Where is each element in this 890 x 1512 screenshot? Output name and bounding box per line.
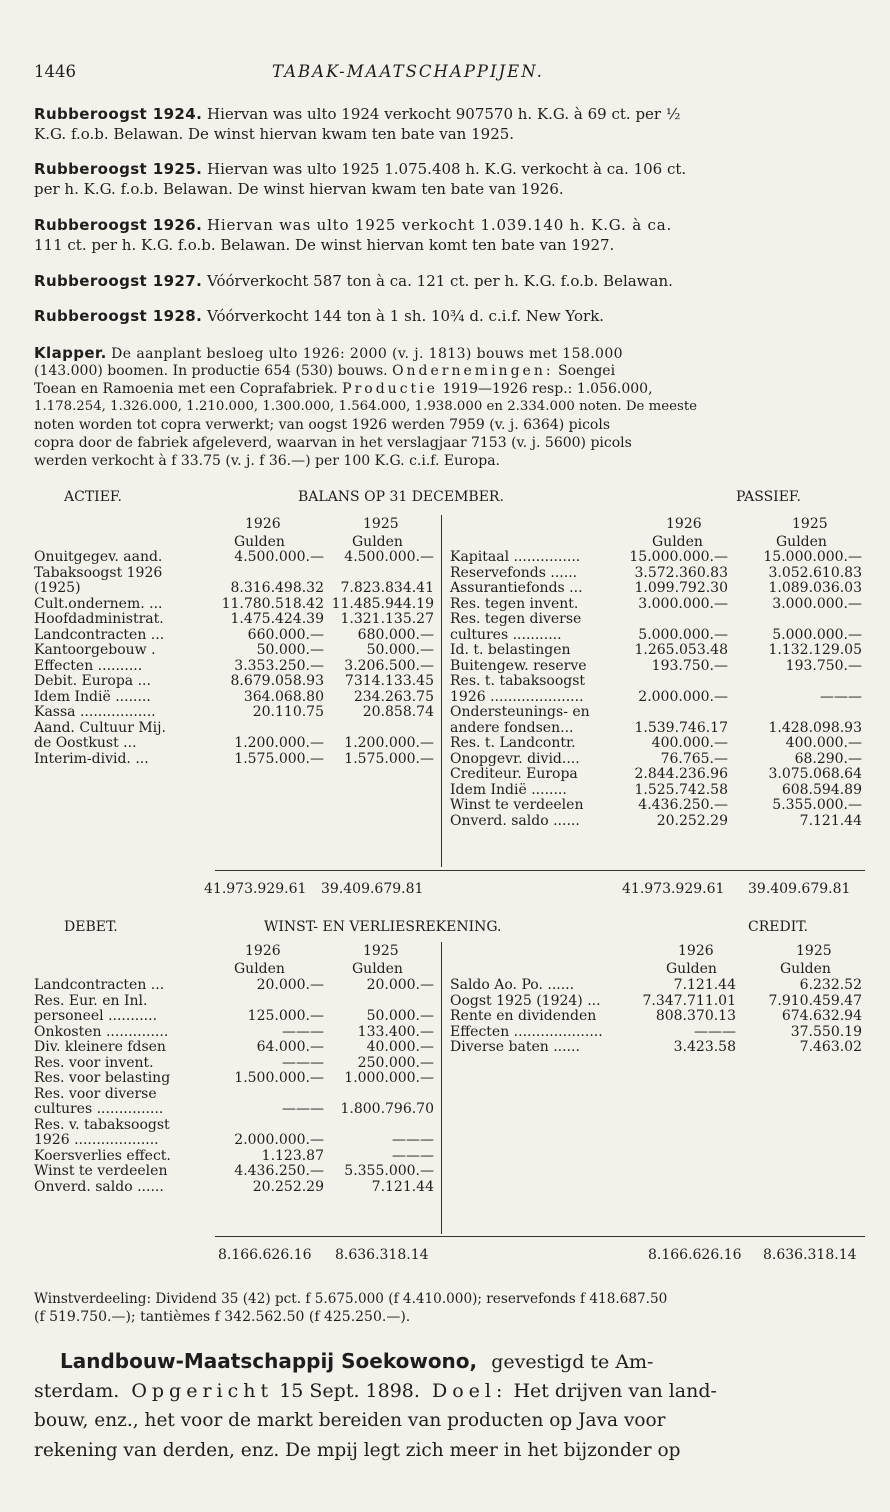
ledger-value-1926: 1.575.000.—: [234, 750, 324, 767]
ledger-label: Diverse baten ......: [450, 1039, 580, 1055]
ledger-value-1926: 1.539.746.17: [634, 719, 728, 736]
heading-rubber-1928: Rubberoogst 1928.: [34, 307, 203, 325]
pl-year-r1: 1926: [678, 943, 714, 959]
klapper-line6: copra door de fabriek afgeleverd, waarvan in het verslagjaar 7153 (v. j. 5600) picols: [34, 435, 632, 451]
ledger-value-1926: 1.500.000.—: [234, 1070, 324, 1086]
para-rubber-1927: [34, 272, 673, 291]
ledger-row: [450, 783, 862, 799]
ledger-value-1926: 125.000.—: [247, 1008, 324, 1024]
ledger-row: [34, 721, 434, 737]
ledger-row: [34, 1009, 434, 1025]
heading-rubber-1927: Rubberoogst 1927.: [34, 272, 203, 290]
ledger-label: Winst te verdeelen: [34, 1163, 168, 1179]
ledger-label: (1925): [34, 580, 81, 596]
ledger-value-1925: 674.632.94: [781, 1008, 862, 1024]
ledger-value-1926: 76.765.—: [660, 750, 728, 767]
ledger-value-1925: 5.000.000.—: [772, 626, 862, 643]
ledger-row: [34, 1149, 434, 1165]
ledger-row: [34, 1102, 434, 1118]
ledger-value-1925: ———: [392, 1147, 434, 1164]
ledger-value-1925: 7.121.44: [799, 812, 862, 829]
pl-total-l2: 8.636.318.14: [335, 1247, 429, 1263]
text: Vóórverkocht 587 ton à ca. 121 ct. per h. K.G. f.o.b. Belawan.: [206, 272, 673, 290]
ledger-value-1925: 7.121.44: [371, 1178, 434, 1195]
ledger-value-1926: 8.316.498.32: [230, 580, 324, 596]
bal-year-l1: 1926: [245, 516, 281, 532]
ledger-value-1925: 3.052.610.83: [768, 564, 862, 581]
ledger-row: [450, 752, 862, 768]
ledger-label: cultures ...............: [34, 1101, 164, 1117]
ledger-label: Rente en dividenden: [450, 1008, 597, 1024]
ledger-label: Effecten ....................: [450, 1023, 603, 1040]
balance-total-rule: [215, 870, 865, 871]
pl-total-rule: [215, 1236, 865, 1237]
ledger-value-1926: 7.121.44: [673, 977, 736, 993]
ledger-row: [450, 597, 862, 613]
ledger-label: de Oostkust ...: [34, 735, 137, 751]
ledger-label: Res. tegen diverse: [450, 611, 582, 627]
ledger-row: [450, 628, 862, 644]
running-title: TABAK-MAATSCHAPPIJEN.: [272, 62, 544, 81]
bal-unit-r1: Gulden: [652, 534, 703, 550]
soekowono-line1: [60, 1346, 653, 1377]
balance-left-heading: ACTIEF.: [64, 489, 122, 505]
para-rubber-1925-line2: per h. K.G. f.o.b. Belawan. De winst hiervan kwam ten bate van 1926.: [34, 180, 564, 198]
soekowono-line4: rekening van derden, enz. De mpij legt zich meer in het bijzonder op: [34, 1440, 681, 1461]
heading-rubber-1925: Rubberoogst 1925.: [34, 160, 203, 178]
ledger-value-1925: 608.594.89: [781, 781, 862, 798]
klapper-line5: noten worden tot copra verwerkt; van oogst 1926 werden 7959 (v. j. 6364) picols: [34, 417, 611, 433]
ledger-row: [34, 1180, 434, 1196]
ledger-value-1926: 1.123.87: [261, 1147, 324, 1164]
pl-year-l1: 1926: [245, 943, 281, 959]
ledger-label: personeel ...........: [34, 1008, 158, 1024]
pl-divider: [441, 942, 442, 1234]
ledger-value-1926: ———: [694, 1023, 736, 1040]
para-rubber-1924-line2: K.G. f.o.b. Belawan. De winst hiervan kwam ten bate van 1925.: [34, 125, 515, 143]
ledger-value-1926: ———: [282, 1101, 324, 1117]
ledger-value-1926: 7.347.711.01: [642, 992, 736, 1009]
ledger-label: 1926 .....................: [450, 688, 584, 705]
bal-total-l1: 41.973.929.61: [204, 881, 307, 897]
ledger-value-1925: 3.000.000.—: [772, 595, 862, 612]
ledger-value-1925: 680.000.—: [357, 626, 434, 643]
ledger-row: [450, 566, 862, 582]
pl-unit-l2: Gulden: [352, 961, 403, 977]
ledger-value-1926: 20.000.—: [256, 977, 324, 993]
ledger-value-1926: 1.200.000.—: [234, 735, 324, 751]
ledger-value-1926: 50.000.—: [256, 642, 324, 658]
ledger-row: [450, 674, 862, 690]
pl-debet-table: [34, 978, 434, 1195]
ledger-label: cultures ...........: [450, 626, 562, 643]
winstverdeeling-line2: (f 519.750.—); tantièmes f 342.562.50 (f 425.250.—).: [34, 1309, 411, 1325]
ledger-label: Debit. Europa ...: [34, 673, 151, 689]
pl-year-l2: 1925: [363, 943, 399, 959]
ledger-row: [34, 566, 434, 582]
ledger-value-1926: 2.000.000.—: [638, 688, 728, 705]
ledger-label: Idem Indië ........: [450, 781, 567, 798]
ledger-label: Res. t. Landcontr.: [450, 735, 576, 751]
ledger-value-1925: 133.400.—: [357, 1023, 434, 1040]
bal-total-l2: 39.409.679.81: [321, 881, 424, 897]
ledger-value-1925: 7.463.02: [799, 1039, 862, 1055]
ledger-label: Buitengew. reserve: [450, 657, 587, 674]
ledger-value-1925: 4.500.000.—: [344, 549, 434, 565]
ledger-value-1926: 20.252.29: [656, 812, 728, 829]
ledger-value-1925: 5.355.000.—: [344, 1163, 434, 1179]
ledger-value-1925: 193.750.—: [785, 657, 862, 674]
winstverdeeling-line1: Winstverdeeling: Dividend 35 (42) pct. f 5.675.000 (f 4.410.000); reservefonds f 418.687.50: [34, 1291, 668, 1307]
ledger-row: [450, 581, 862, 597]
ledger-row: [34, 1040, 434, 1056]
ledger-value-1926: 660.000.—: [247, 626, 324, 643]
para-rubber-1926-line1: [34, 216, 672, 235]
ledger-value-1925: 3.206.500.—: [344, 657, 434, 674]
ledger-value-1925: 50.000.—: [366, 1008, 434, 1024]
ledger-label: Oogst 1925 (1924) ...: [450, 992, 601, 1009]
ledger-label: Kantoorgebouw .: [34, 642, 156, 658]
ledger-row: [34, 994, 434, 1010]
pl-unit-r1: Gulden: [666, 961, 717, 977]
text-spaced: Productie: [342, 381, 438, 397]
ledger-value-1926: 2.000.000.—: [234, 1132, 324, 1148]
ledger-value-1925: 234.263.75: [353, 688, 434, 705]
ledger-value-1925: 7.823.834.41: [340, 580, 434, 596]
ledger-label: Reservefonds ......: [450, 564, 578, 581]
ledger-value-1926: 400.000.—: [651, 735, 728, 751]
ledger-label: Kapitaal ...............: [450, 549, 581, 565]
ledger-value-1925: 1.132.129.05: [768, 642, 862, 658]
ledger-label: Cult.ondernem. ...: [34, 595, 163, 612]
ledger-row: [450, 612, 862, 628]
text: (143.000) boomen. In productie 654 (530) bouws.: [34, 363, 388, 379]
ledger-label: Onverd. saldo ......: [34, 1178, 164, 1195]
balance-right-heading: PASSIEF.: [736, 489, 801, 505]
pl-total-l1: 8.166.626.16: [218, 1247, 312, 1263]
ledger-value-1926: 1.525.742.58: [634, 781, 728, 798]
ledger-label: Onopgevr. divid....: [450, 750, 580, 767]
ledger-value-1925: 15.000.000.—: [763, 549, 862, 565]
ledger-value-1926: 20.252.29: [252, 1178, 324, 1195]
klapper-line3: [34, 380, 653, 398]
ledger-value-1925: 3.075.068.64: [768, 766, 862, 782]
ledger-value-1925: 20.000.—: [366, 977, 434, 993]
ledger-row: [34, 643, 434, 659]
ledger-value-1926: 15.000.000.—: [629, 549, 728, 565]
soekowono-line2: [34, 1376, 717, 1406]
para-rubber-1926-line2: 111 ct. per h. K.G. f.o.b. Belawan. De winst hiervan komt ten bate van 1927.: [34, 236, 615, 254]
ledger-row: [450, 1040, 862, 1056]
ledger-value-1925: 40.000.—: [366, 1039, 434, 1055]
para-rubber-1925-line1: [34, 160, 686, 179]
ledger-row: [34, 597, 434, 613]
company-name: Landbouw-Maatschappij Soekowono,: [60, 1349, 478, 1373]
ledger-row: [34, 659, 434, 675]
ledger-label: Winst te verdeelen: [450, 797, 584, 813]
ledger-value-1926: 5.000.000.—: [638, 626, 728, 643]
ledger-row: [450, 721, 862, 737]
ledger-value-1925: 20.858.74: [362, 704, 434, 720]
ledger-value-1925: 37.550.19: [790, 1023, 862, 1040]
ledger-label: Crediteur. Europa: [450, 766, 578, 782]
text: 15 Sept. 1898.: [279, 1380, 420, 1402]
ledger-label: Res. voor invent.: [34, 1054, 154, 1071]
ledger-row: [450, 978, 862, 994]
ledger-value-1925: 7.910.459.47: [768, 992, 862, 1009]
bal-total-r1: 41.973.929.61: [622, 881, 725, 897]
ledger-row: [34, 978, 434, 994]
ledger-row: [34, 1133, 434, 1149]
para-rubber-1924-line1: [34, 105, 680, 124]
ledger-label: 1926 ...................: [34, 1132, 159, 1148]
ledger-value-1926: 4.436.250.—: [234, 1163, 324, 1179]
ledger-label: Kassa .................: [34, 704, 156, 720]
ledger-row: [450, 1009, 862, 1025]
balance-title: BALANS OP 31 DECEMBER.: [298, 489, 504, 505]
ledger-value-1926: 3.423.58: [673, 1039, 736, 1055]
ledger-row: [34, 612, 434, 628]
ledger-label: Onuitgegev. aand.: [34, 549, 163, 565]
text-spaced: Ondernemingen:: [392, 363, 554, 379]
para-rubber-1928: [34, 307, 604, 326]
ledger-value-1925: 1.428.098.93: [768, 719, 862, 736]
ledger-label: Effecten ..........: [34, 657, 143, 674]
pl-unit-l1: Gulden: [234, 961, 285, 977]
ledger-row: [34, 628, 434, 644]
ledger-label: Aand. Cultuur Mij.: [34, 719, 166, 736]
ledger-row: [450, 1025, 862, 1041]
ledger-value-1926: 2.844.236.96: [634, 766, 728, 782]
balance-divider: [441, 515, 442, 867]
ledger-row: [34, 752, 434, 768]
ledger-row: [34, 705, 434, 721]
ledger-row: [34, 1056, 434, 1072]
ledger-value-1926: ———: [282, 1023, 324, 1040]
ledger-row: [34, 550, 434, 566]
pl-total-r1: 8.166.626.16: [648, 1247, 742, 1263]
heading-klapper: Klapper.: [34, 344, 107, 362]
ledger-label: Hoofdadministrat.: [34, 611, 164, 627]
bal-unit-l1: Gulden: [234, 534, 285, 550]
pl-right-heading: CREDIT.: [748, 919, 808, 935]
ledger-label: Res. Eur. en Inl.: [34, 992, 148, 1009]
ledger-value-1925: 1.200.000.—: [344, 735, 434, 751]
ledger-row: [450, 659, 862, 675]
text: Hiervan was ulto 1925 verkocht 1.039.140 h. K.G. à ca.: [206, 216, 673, 234]
ledger-value-1926: ———: [282, 1054, 324, 1071]
ledger-label: Onkosten ..............: [34, 1023, 169, 1040]
text: Toean en Ramoenia met een Coprafabriek.: [34, 381, 338, 397]
page-number: 1446: [34, 62, 76, 81]
ledger-label: Tabaksoogst 1926: [34, 564, 163, 581]
ledger-value-1926: 1.265.053.48: [634, 642, 728, 658]
ledger-label: Landcontracten ...: [34, 626, 165, 643]
ledger-row: [450, 690, 862, 706]
ledger-value-1925: ———: [392, 1132, 434, 1148]
ledger-value-1925: 1.800.796.70: [340, 1101, 434, 1117]
bal-year-r1: 1926: [666, 516, 702, 532]
text: Hiervan was ulto 1925 1.075.408 h. K.G. verkocht à ca. 106 ct.: [206, 160, 687, 178]
bal-total-r2: 39.409.679.81: [748, 881, 851, 897]
klapper-line1: [34, 344, 623, 363]
ledger-row: [450, 736, 862, 752]
ledger-value-1925: 7314.133.45: [344, 673, 434, 689]
soekowono-line3: bouw, enz., het voor de markt bereiden van producten op Java voor: [34, 1410, 666, 1431]
heading-rubber-1926: Rubberoogst 1926.: [34, 216, 203, 234]
bal-year-r2: 1925: [792, 516, 828, 532]
text-spaced: Opgericht: [131, 1380, 274, 1402]
bal-year-l2: 1925: [363, 516, 399, 532]
pl-credit-table: [450, 978, 862, 1056]
pl-year-r2: 1925: [796, 943, 832, 959]
ledger-value-1926: 364.068.80: [243, 688, 324, 705]
ledger-value-1926: 64.000.—: [256, 1039, 324, 1055]
text: sterdam.: [34, 1380, 120, 1402]
ledger-row: [34, 1071, 434, 1087]
ledger-row: [450, 705, 862, 721]
ledger-value-1926: 4.500.000.—: [234, 549, 324, 565]
ledger-row: [450, 814, 862, 830]
ledger-label: Interim-divid. ...: [34, 750, 149, 767]
balance-passief-table: [450, 550, 862, 829]
ledger-value-1925: 6.232.52: [799, 977, 862, 993]
ledger-value-1926: 3.000.000.—: [638, 595, 728, 612]
ledger-row: [34, 674, 434, 690]
ledger-value-1926: 3.572.360.83: [634, 564, 728, 581]
ledger-value-1926: 3.353.250.—: [234, 657, 324, 674]
ledger-value-1926: 1.099.792.30: [634, 580, 728, 596]
ledger-label: Assurantiefonds ...: [450, 580, 583, 596]
ledger-label: Koersverlies effect.: [34, 1147, 171, 1164]
ledger-label: Ondersteunings- en: [450, 704, 590, 720]
bal-unit-r2: Gulden: [776, 534, 827, 550]
ledger-row: [34, 1164, 434, 1180]
ledger-value-1925: 1.089.036.03: [768, 580, 862, 596]
ledger-value-1925: ———: [820, 688, 862, 705]
ledger-value-1925: 1.575.000.—: [344, 750, 434, 767]
ledger-row: [450, 643, 862, 659]
klapper-line4: 1.178.254, 1.326.000, 1.210.000, 1.300.000, 1.564.000, 1.938.000 en 2.334.000 noten. De meeste: [34, 399, 698, 414]
ledger-value-1926: 1.475.424.39: [230, 611, 324, 627]
text-spaced: Doel:: [431, 1380, 508, 1402]
ledger-row: [34, 690, 434, 706]
ledger-value-1926: 808.370.13: [655, 1008, 736, 1024]
bal-unit-l2: Gulden: [352, 534, 403, 550]
ledger-label: Id. t. belastingen: [450, 642, 571, 658]
klapper-line7: werden verkocht à f 33.75 (v. j. f 36.—) per 100 K.G. c.i.f. Europa.: [34, 453, 500, 469]
ledger-value-1926: 20.110.75: [252, 704, 324, 720]
ledger-label: Idem Indië ........: [34, 688, 151, 705]
ledger-label: Div. kleinere fdsen: [34, 1039, 166, 1055]
ledger-value-1925: 5.355.000.—: [772, 797, 862, 813]
pl-total-r2: 8.636.318.14: [763, 1247, 857, 1263]
ledger-label: andere fondsen...: [450, 719, 574, 736]
text: 1919—1926 resp.: 1.056.000,: [442, 381, 653, 397]
ledger-row: [450, 994, 862, 1010]
ledger-label: Onverd. saldo ......: [450, 812, 580, 829]
pl-unit-r2: Gulden: [780, 961, 831, 977]
ledger-value-1926: 4.436.250.—: [638, 797, 728, 813]
ledger-label: Res. voor diverse: [34, 1085, 157, 1102]
ledger-value-1926: 8.679.058.93: [230, 673, 324, 689]
ledger-row: [34, 1118, 434, 1134]
ledger-value-1925: 11.485.944.19: [331, 595, 434, 612]
ledger-row: [450, 767, 862, 783]
ledger-row: [34, 1087, 434, 1103]
text: gevestigd te Am-: [491, 1351, 654, 1373]
text: Het drijven van land-: [513, 1380, 717, 1402]
text: Hiervan was ulto 1924 verkocht 907570 h. K.G. à 69 ct. per ½: [206, 105, 681, 123]
ledger-row: [34, 1025, 434, 1041]
ledger-value-1925: 1.321.135.27: [340, 611, 434, 627]
ledger-row: [34, 736, 434, 752]
text: Vóórverkocht 144 ton à 1 sh. 10¾ d. c.i.f. New York.: [206, 307, 605, 325]
heading-rubber-1924: Rubberoogst 1924.: [34, 105, 203, 123]
text: Soengei: [558, 363, 616, 379]
text: De aanplant besloeg ulto 1926: 2000 (v. j. 1813) bouws met 158.000: [111, 346, 623, 362]
ledger-label: Landcontracten ...: [34, 977, 165, 993]
ledger-value-1925: 400.000.—: [785, 735, 862, 751]
ledger-value-1926: 11.780.518.42: [221, 595, 324, 612]
ledger-label: Res. t. tabaksoogst: [450, 673, 586, 689]
ledger-row: [450, 798, 862, 814]
ledger-value-1925: 68.290.—: [794, 750, 862, 767]
balance-actief-table: [34, 550, 434, 767]
ledger-label: Res. voor belasting: [34, 1070, 171, 1086]
ledger-value-1926: 193.750.—: [651, 657, 728, 674]
ledger-label: Res. tegen invent.: [450, 595, 579, 612]
pl-left-heading: DEBET.: [64, 919, 118, 935]
ledger-value-1925: 50.000.—: [366, 642, 434, 658]
ledger-row: [34, 581, 434, 597]
pl-title: WINST- EN VERLIESREKENING.: [264, 919, 502, 935]
ledger-label: Saldo Ao. Po. ......: [450, 977, 575, 993]
klapper-line2: [34, 362, 615, 380]
ledger-label: Res. v. tabaksoogst: [34, 1116, 170, 1133]
ledger-value-1925: 250.000.—: [357, 1054, 434, 1071]
ledger-row: [450, 550, 862, 566]
ledger-value-1925: 1.000.000.—: [344, 1070, 434, 1086]
